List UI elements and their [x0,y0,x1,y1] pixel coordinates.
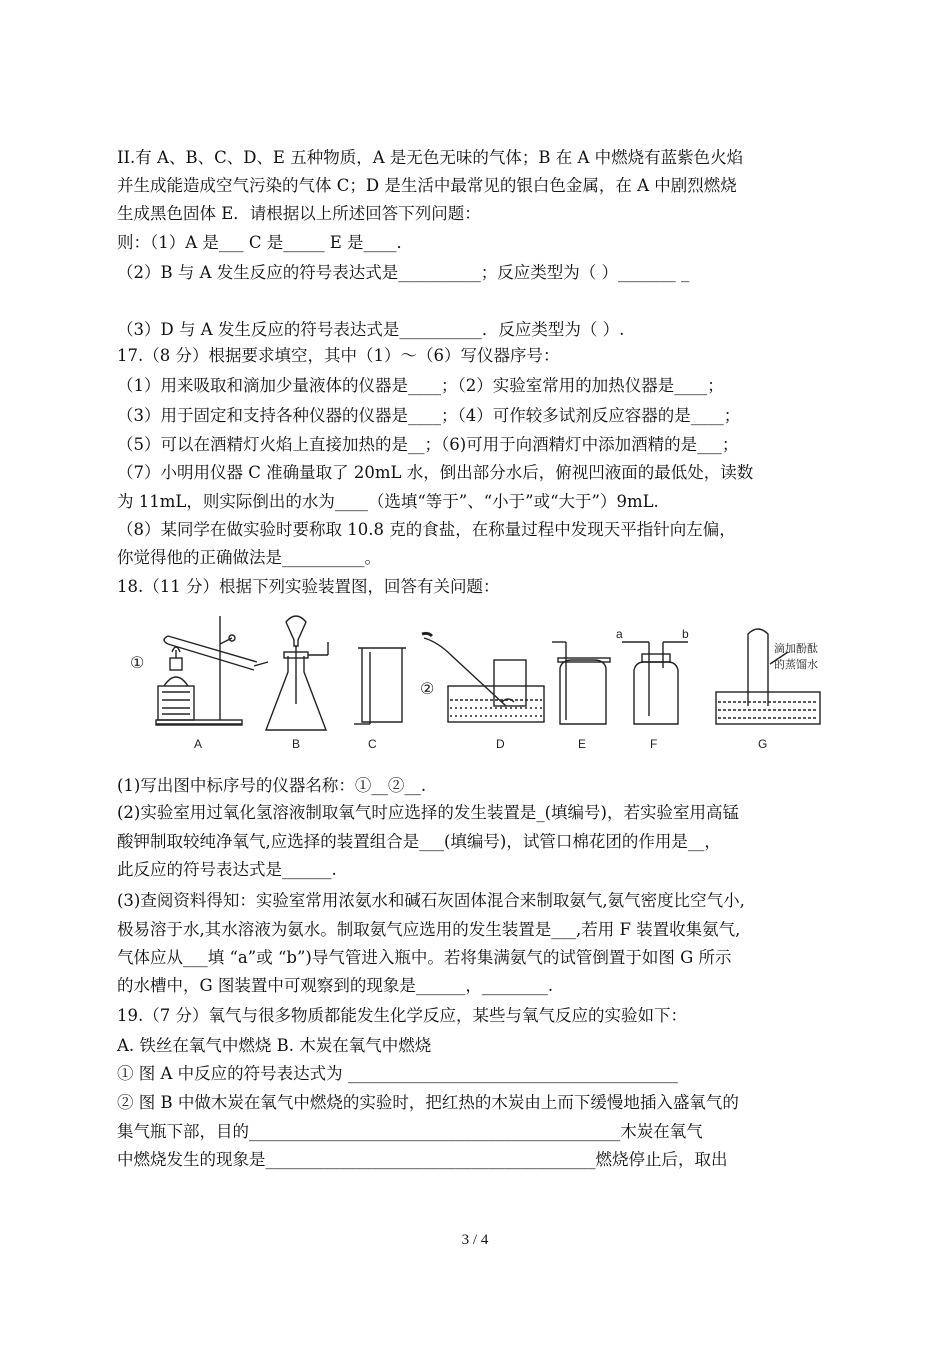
line-4: 则：（1）A 是___ C 是_____ E 是____． [117,233,414,252]
label-c: C [368,737,377,751]
line-19: 此反应的符号表达式是______. [117,860,337,879]
line-18: 酸钾制取较纯净氧气,应选择的装置组合是___(填编号)，试管口棉花团的作用是__， [117,832,721,851]
q18-heading: 18.（11 分）根据下列实验装置图，回答有关问题： [117,577,500,596]
line-5: （2）B 与 A 发生反应的符号表达式是__________；反应类型为（ ）_______ _ [117,263,690,282]
label-f: F [650,737,658,751]
apparatus-a [156,616,268,725]
line-8: （1）用来吸取和滴加少量液体的仪器是____；（2）实验室常用的加热仪器是____； [117,376,724,395]
g-note-line-2: 的蒸馏水 [774,659,818,671]
line-20: (3)查阅资料得知：实验室常用浓氨水和碱石灰固体混合来制取氨气,氨气密度比空气小, [117,891,745,910]
page-number: 3 / 4 [461,1232,489,1248]
apparatus-figure [122,612,827,752]
line-22: 气体应从___填 “a”或 “b”)导气管进入瓶中。若将集满氨气的试管倒置于如图 G 所示 [117,948,732,967]
line-3: 生成黑色固体 E．请根据以上所述回答下列问题： [117,204,481,223]
label-e: E [578,737,587,751]
line-23: 的水槽中，G 图装置中可观察到的现象是______，________. [117,976,554,995]
label-b: B [292,737,301,751]
apparatus-f [622,642,688,724]
line-29: 中燃烧发生的现象是________________________________________燃烧停止后，取出 [117,1150,728,1169]
line-9: （3）用于固定和支持各种仪器的仪器是____；（4）可作较多试剂反应容器的是____； [117,406,741,425]
label-g: G [758,737,768,751]
line-10: （5）可以在酒精灯火焰上直接加热的是__；（6)可用于向酒精灯中添加酒精的是___； [117,435,739,454]
label-a: A [194,737,203,751]
port-a-label: a [616,627,623,641]
line-17: (2)实验室用过氧化氢溶液制取氧气时应选择的发生装置是_(填编号)，若实验室用高锰 [117,803,739,822]
line-28: 集气瓶下部，目的_____________________________________________木炭在氧气 [117,1122,703,1141]
callout-1: ① [130,655,145,672]
line-14: 你觉得他的正确做法是__________。 [117,548,381,567]
line-21: 极易溶于水,其水溶液为氨水。制取氨气应选用的发生装置是___,若用 F 装置收集氨气, [117,920,741,939]
line-27: ② 图 B 中做木炭在氧气中燃烧的实验时，把红热的木炭由上而下缓慢地插入盛氧气的 [117,1093,739,1112]
line-25: A. 铁丝在氧气中燃烧 B. 木炭在氧气中燃烧 [117,1036,432,1055]
port-b-label: b [682,627,689,641]
line-2: 并生成能造成空气污染的气体 C；D 是生活中最常见的银白色金属，在 A 中剧烈燃烧 [117,176,737,195]
line-6: （3）D 与 A 发生反应的符号表达式是__________．反应类型为（ ）. [117,320,625,339]
q19-heading: 19.（7 分）氧气与很多物质都能发生化学反应，某些与氧气反应的实验如下： [117,1006,687,1025]
label-d: D [496,737,505,751]
line-13: （8）某同学在做实验时要称取 10.8 克的食盐，在称量过程中发现天平指针向左偏， [117,520,736,539]
apparatus-c [354,648,406,724]
line-1: II.有 A、B、C、D、E 五种物质，A 是无色无味的气体；B 在 A 中燃烧有蓝紫色火焰 [117,148,744,167]
g-note-line-1: 滴加酚酞 [774,643,818,655]
line-16: (1)写出图中标序号的仪器名称：①__②__. [117,776,427,795]
callout-2: ② [420,681,435,698]
line-12: 为 11mL，则实际倒出的水为____（选填“等于”、“小于”或“大于”）9mL. [117,492,659,511]
line-26: ① 图 A 中反应的符号表达式为 ________________________________________ [117,1064,678,1083]
apparatus-b [266,616,328,730]
q17-heading: 17.（8 分）根据要求填空，其中（1）～（6）写仪器序号： [117,346,560,365]
line-11: （7）小明用仪器 C 准确量取了 20mL 水，倒出部分水后，俯视凹液面的最低处，读数 [117,463,754,482]
apparatus-d [422,633,544,722]
apparatus-e [552,642,610,724]
